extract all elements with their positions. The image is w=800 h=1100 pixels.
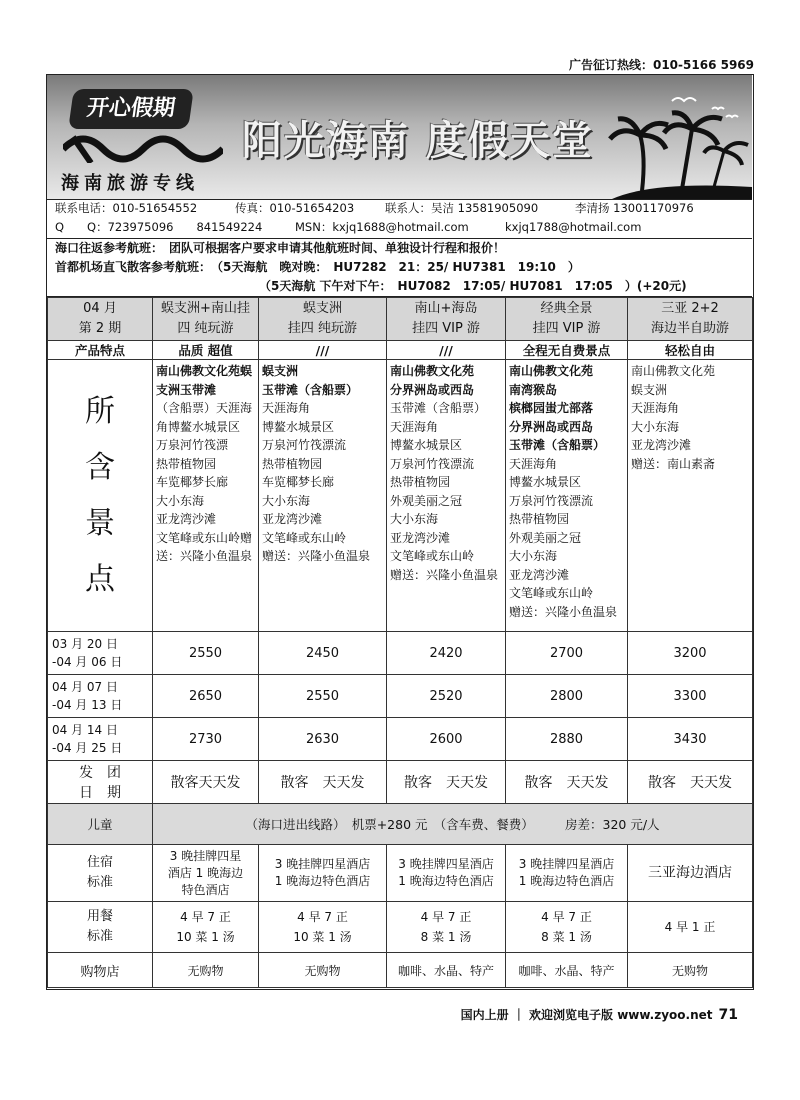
- spot-item: 天涯海角: [390, 419, 439, 434]
- feature-cell: 品质 超值: [153, 341, 259, 360]
- meal-cell: 4 早 1 正: [628, 902, 753, 953]
- spots-list: [506, 360, 628, 632]
- page-frame: [46, 74, 754, 990]
- feature-label: 产品特点: [48, 341, 153, 360]
- spots-list: [153, 360, 259, 632]
- spot-item: 博鳌水城景区: [509, 475, 582, 489]
- shop-row: [48, 953, 753, 988]
- hotel-cell: 三亚海边酒店: [628, 845, 753, 902]
- period-cell: 04 月 第 2 期: [48, 298, 153, 341]
- spot-item: 亚龙湾沙滩: [631, 438, 692, 452]
- shop-cell: 咖啡、水晶、特产: [387, 953, 506, 988]
- shop-cell: 无购物: [628, 953, 753, 988]
- spot-item: 车览椰梦长廊: [262, 475, 335, 489]
- price-cell: 2730: [153, 718, 259, 761]
- spot-item: 大小东海: [156, 493, 205, 508]
- route-header: 蜈支洲 挂四 纯玩游: [259, 298, 387, 341]
- hotel-cell: 3 晚挂牌四星酒店 1 晚海边特色酒店: [506, 845, 628, 902]
- spot-item: 亚龙湾沙滩: [156, 512, 217, 526]
- spots-row: [48, 360, 753, 632]
- meal-label: 用餐 标准: [48, 902, 153, 953]
- spot-item: 万泉河竹筏漂流: [390, 456, 475, 471]
- spots-list: [387, 360, 506, 632]
- msn-2: kxjq1788@hotmail.com: [505, 220, 642, 234]
- meal-row: [48, 902, 753, 953]
- spot-item: （含船票）天涯海角博鳌水城景区: [156, 401, 253, 434]
- spot-item: 玉带滩（含船票）: [509, 438, 606, 452]
- flight-info: [47, 239, 752, 297]
- spot-item: 南山佛教文化苑: [631, 364, 716, 378]
- price-cell: 2520: [387, 675, 506, 718]
- spot-item: 万泉河竹筏漂: [156, 438, 229, 452]
- spot-item: 热带植物园: [390, 475, 451, 489]
- contact-line-2: [55, 218, 752, 237]
- child-label: 儿童: [48, 804, 153, 845]
- flight-line-2: 首都机场直飞散客参考航班： （5天海航 晚对晚： HU7282 21：25/ HU7381 19:10 ）: [55, 260, 580, 274]
- feature-cell: ///: [259, 341, 387, 360]
- page-number: 71: [718, 1007, 738, 1023]
- spot-item: 大小东海: [631, 419, 680, 434]
- spot-item: 大小东海: [509, 549, 558, 563]
- spots-label: 所 含 景 点: [48, 360, 153, 632]
- itinerary-table: [47, 297, 753, 988]
- hotel-cell: 3 晚挂牌四星 酒店 1 晚海边 特色酒店: [153, 845, 259, 902]
- feature-cell: ///: [387, 341, 506, 360]
- spot-item: 分界洲岛或西岛: [509, 419, 594, 434]
- hotel-cell: 3 晚挂牌四星酒店 1 晚海边特色酒店: [259, 845, 387, 902]
- spot-item: 文笔峰或东山岭赠送：兴隆小鱼温泉: [156, 530, 253, 563]
- date-range: 04 月 14 日 -04 月 25 日: [48, 718, 153, 761]
- flight-line-1: 海口往返参考航班： 团队可根据客户要求申请其他航班时间、单独设计行程和报价！: [55, 241, 506, 255]
- meal-cell: 4 早 7 正 10 菜 1 汤: [153, 902, 259, 953]
- contact-person: 联系人：吴洁 13581905090: [385, 201, 539, 215]
- meal-cell: 4 早 7 正 10 菜 1 汤: [259, 902, 387, 953]
- departure-cell: 散客 天天发: [628, 761, 753, 804]
- price-cell: 2550: [259, 675, 387, 718]
- phone: 联系电话：010-51654552: [55, 201, 198, 215]
- tagline: 海南旅游专线: [61, 173, 199, 194]
- flight-line-3: （5天海航 下午对下午： HU7082 17:05/ HU7081 17:05 ）(+20元): [259, 279, 687, 293]
- msn: MSN：kxjq1688@hotmail.com: [295, 220, 469, 234]
- spot-item: 赠送：兴隆小鱼温泉: [390, 567, 499, 582]
- price-cell: 2700: [506, 632, 628, 675]
- departure-row: [48, 761, 753, 804]
- feature-cell: 轻松自由: [628, 341, 753, 360]
- spot-item: 蜈支洲: [262, 364, 299, 378]
- route-header: 蜈支洲+南山挂 四 纯玩游: [153, 298, 259, 341]
- hotel-cell: 3 晚挂牌四星酒店 1 晚海边特色酒店: [387, 845, 506, 902]
- departure-cell: 散客天天发: [153, 761, 259, 804]
- spot-item: 南山佛教文化苑蜈支洲玉带滩: [156, 364, 253, 397]
- ad-hotline: 广告征订热线：010-5166 5969: [568, 58, 754, 72]
- spot-item: 文笔峰或东山岭: [262, 530, 347, 545]
- spot-item: 赠送：兴隆小鱼温泉: [509, 604, 618, 619]
- slogan: 阳光海南 度假天堂: [242, 118, 594, 164]
- spot-item: 亚龙湾沙滩: [262, 512, 323, 526]
- price-cell: 3430: [628, 718, 753, 761]
- price-row: [48, 675, 753, 718]
- shop-cell: 无购物: [153, 953, 259, 988]
- child-row: [48, 804, 753, 845]
- spot-item: 槟榔园蚩尤部落: [509, 401, 594, 415]
- spot-item: 万泉河竹筏漂流: [509, 493, 594, 508]
- route-header: 南山+海岛 挂四 VIP 游: [387, 298, 506, 341]
- header-row: [48, 298, 753, 341]
- spot-item: 分界洲岛或西岛: [390, 382, 475, 397]
- route-header: 经典全景 挂四 VIP 游: [506, 298, 628, 341]
- spot-item: 热带植物园: [156, 456, 217, 471]
- meal-cell: 4 早 7 正 8 菜 1 汤: [506, 902, 628, 953]
- footer: [461, 1006, 738, 1023]
- banner: [47, 75, 752, 200]
- qq: Q Q：723975096 841549224: [55, 220, 263, 234]
- departure-cell: 散客 天天发: [259, 761, 387, 804]
- waves-icon: [63, 129, 223, 163]
- spot-item: 亚龙湾沙滩: [390, 530, 451, 545]
- spot-item: 热带植物园: [262, 456, 323, 471]
- contact-person-2: 李清扬 13001170976: [575, 201, 694, 215]
- price-row: [48, 632, 753, 675]
- spot-item: 亚龙湾沙滩: [509, 567, 570, 582]
- footer-text: 国内上册 ｜ 欢迎浏览电子版 www.zyoo.net: [460, 1008, 713, 1022]
- spot-item: 车览椰梦长廊: [156, 475, 229, 489]
- shop-cell: 咖啡、水晶、特产: [506, 953, 628, 988]
- spot-item: 玉带滩（含船票）: [262, 382, 359, 397]
- price-cell: 2420: [387, 632, 506, 675]
- shop-cell: 无购物: [259, 953, 387, 988]
- meal-cell: 4 早 7 正 8 菜 1 汤: [387, 902, 506, 953]
- price-cell: 2630: [259, 718, 387, 761]
- logo: [68, 89, 194, 129]
- contact-line-1: [55, 199, 752, 218]
- spot-item: 赠送：南山素斋: [631, 456, 716, 471]
- hotel-row: [48, 845, 753, 902]
- price-cell: 3300: [628, 675, 753, 718]
- spot-item: 南湾猴岛: [509, 382, 558, 397]
- price-cell: 2550: [153, 632, 259, 675]
- spot-item: 蜈支洲: [631, 382, 668, 397]
- palm-trees-icon: [602, 95, 752, 199]
- fax: 传真：010-51654203: [235, 201, 355, 215]
- shop-label: 购物店: [48, 953, 153, 988]
- spot-item: 万泉河竹筏漂流: [262, 438, 347, 452]
- spot-item: 文笔峰或东山岭: [509, 586, 594, 600]
- price-cell: 2600: [387, 718, 506, 761]
- spot-item: 天涯海角: [262, 401, 311, 415]
- price-cell: 2880: [506, 718, 628, 761]
- date-range: 03 月 20 日 -04 月 06 日: [48, 632, 153, 675]
- spot-item: 外观美丽之冠: [390, 493, 463, 508]
- spot-item: 文笔峰或东山岭: [390, 549, 475, 563]
- spots-list: [259, 360, 387, 632]
- departure-cell: 散客 天天发: [506, 761, 628, 804]
- feature-row: [48, 341, 753, 360]
- spot-item: 热带植物园: [509, 512, 570, 526]
- price-cell: 2800: [506, 675, 628, 718]
- contact-info: [47, 199, 752, 239]
- price-cell: 3200: [628, 632, 753, 675]
- departure-cell: 散客 天天发: [387, 761, 506, 804]
- spot-item: 南山佛教文化苑: [509, 364, 594, 378]
- spot-item: 大小东海: [262, 493, 311, 508]
- spot-item: 博鳌水城景区: [390, 438, 463, 452]
- spot-item: 南山佛教文化苑: [390, 364, 475, 378]
- spot-item: 天涯海角: [631, 401, 680, 415]
- price-cell: 2450: [259, 632, 387, 675]
- spot-item: 赠送：兴隆小鱼温泉: [262, 549, 371, 563]
- child-text: （海口进出线路） 机票+280 元 （含车费、餐费） 房差：320 元/人: [153, 804, 753, 845]
- spot-item: 大小东海: [390, 512, 439, 526]
- date-range: 04 月 07 日 -04 月 13 日: [48, 675, 153, 718]
- price-row: [48, 718, 753, 761]
- feature-cell: 全程无自费景点: [506, 341, 628, 360]
- logo-text: 开心假期: [85, 96, 177, 121]
- spot-item: 玉带滩（含船票）: [390, 401, 487, 415]
- spot-item: 外观美丽之冠: [509, 530, 582, 545]
- price-cell: 2650: [153, 675, 259, 718]
- spot-item: 博鳌水城景区: [262, 419, 335, 434]
- spot-item: 天涯海角: [509, 456, 558, 471]
- departure-label: 发 团 日 期: [48, 761, 153, 804]
- spots-list: [628, 360, 753, 632]
- hotel-label: 住宿 标准: [48, 845, 153, 902]
- route-header: 三亚 2+2 海边半自助游: [628, 298, 753, 341]
